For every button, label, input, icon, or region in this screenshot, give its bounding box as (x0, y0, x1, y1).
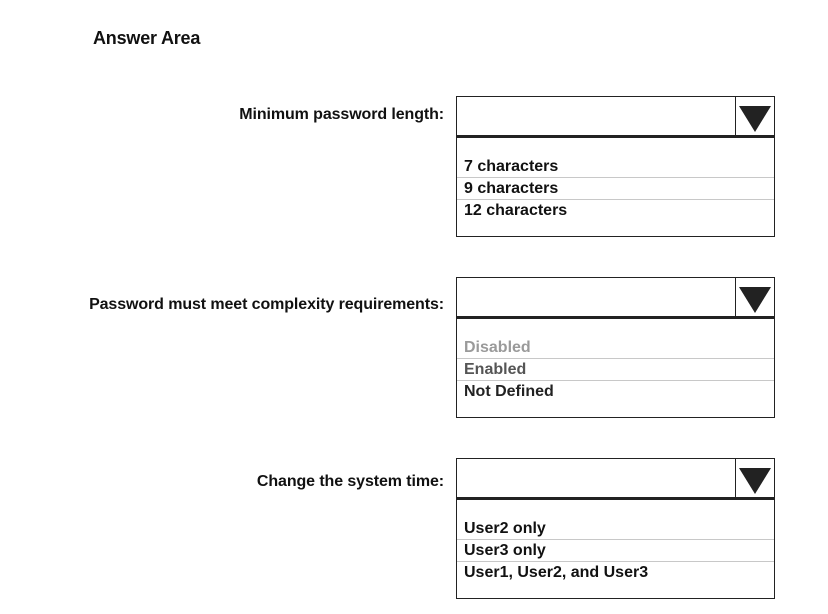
option-12-characters[interactable]: 12 characters (457, 199, 774, 220)
answer-area-title: Answer Area (93, 28, 201, 48)
change-system-time-select[interactable] (456, 458, 775, 498)
password-complexity-label: Password must meet complexity requirements: (89, 296, 444, 313)
password-complexity-options (456, 317, 775, 418)
change-system-time-dropdown[interactable] (456, 458, 775, 599)
option-enabled[interactable]: Enabled (457, 358, 774, 379)
dropdown-toggle[interactable] (735, 459, 774, 497)
change-system-time-label: Change the system time: (256, 473, 444, 490)
option-disabled[interactable]: Disabled (464, 339, 531, 356)
password-complexity-dropdown[interactable] (456, 277, 775, 418)
minimum-password-length-label: Minimum password length: (239, 106, 444, 123)
minimum-password-length-select[interactable] (456, 96, 775, 136)
option-not-defined[interactable]: Not Defined (457, 380, 774, 401)
option-user3-only[interactable]: User3 only (457, 539, 774, 560)
option-9-characters[interactable]: 9 characters (457, 177, 774, 198)
option-user2-only[interactable]: User2 only (464, 520, 546, 537)
option-7-characters[interactable]: 7 characters (464, 158, 559, 175)
chevron-down-icon (739, 106, 771, 132)
password-complexity-select[interactable] (456, 277, 775, 317)
minimum-password-length-dropdown[interactable] (456, 96, 775, 237)
minimum-password-length-options (456, 136, 775, 237)
chevron-down-icon (739, 468, 771, 494)
dropdown-toggle[interactable] (735, 278, 774, 316)
change-system-time-options (456, 498, 775, 599)
option-user1-user2-user3[interactable]: User1, User2, and User3 (457, 561, 774, 582)
dropdown-toggle[interactable] (735, 97, 774, 135)
chevron-down-icon (739, 287, 771, 313)
